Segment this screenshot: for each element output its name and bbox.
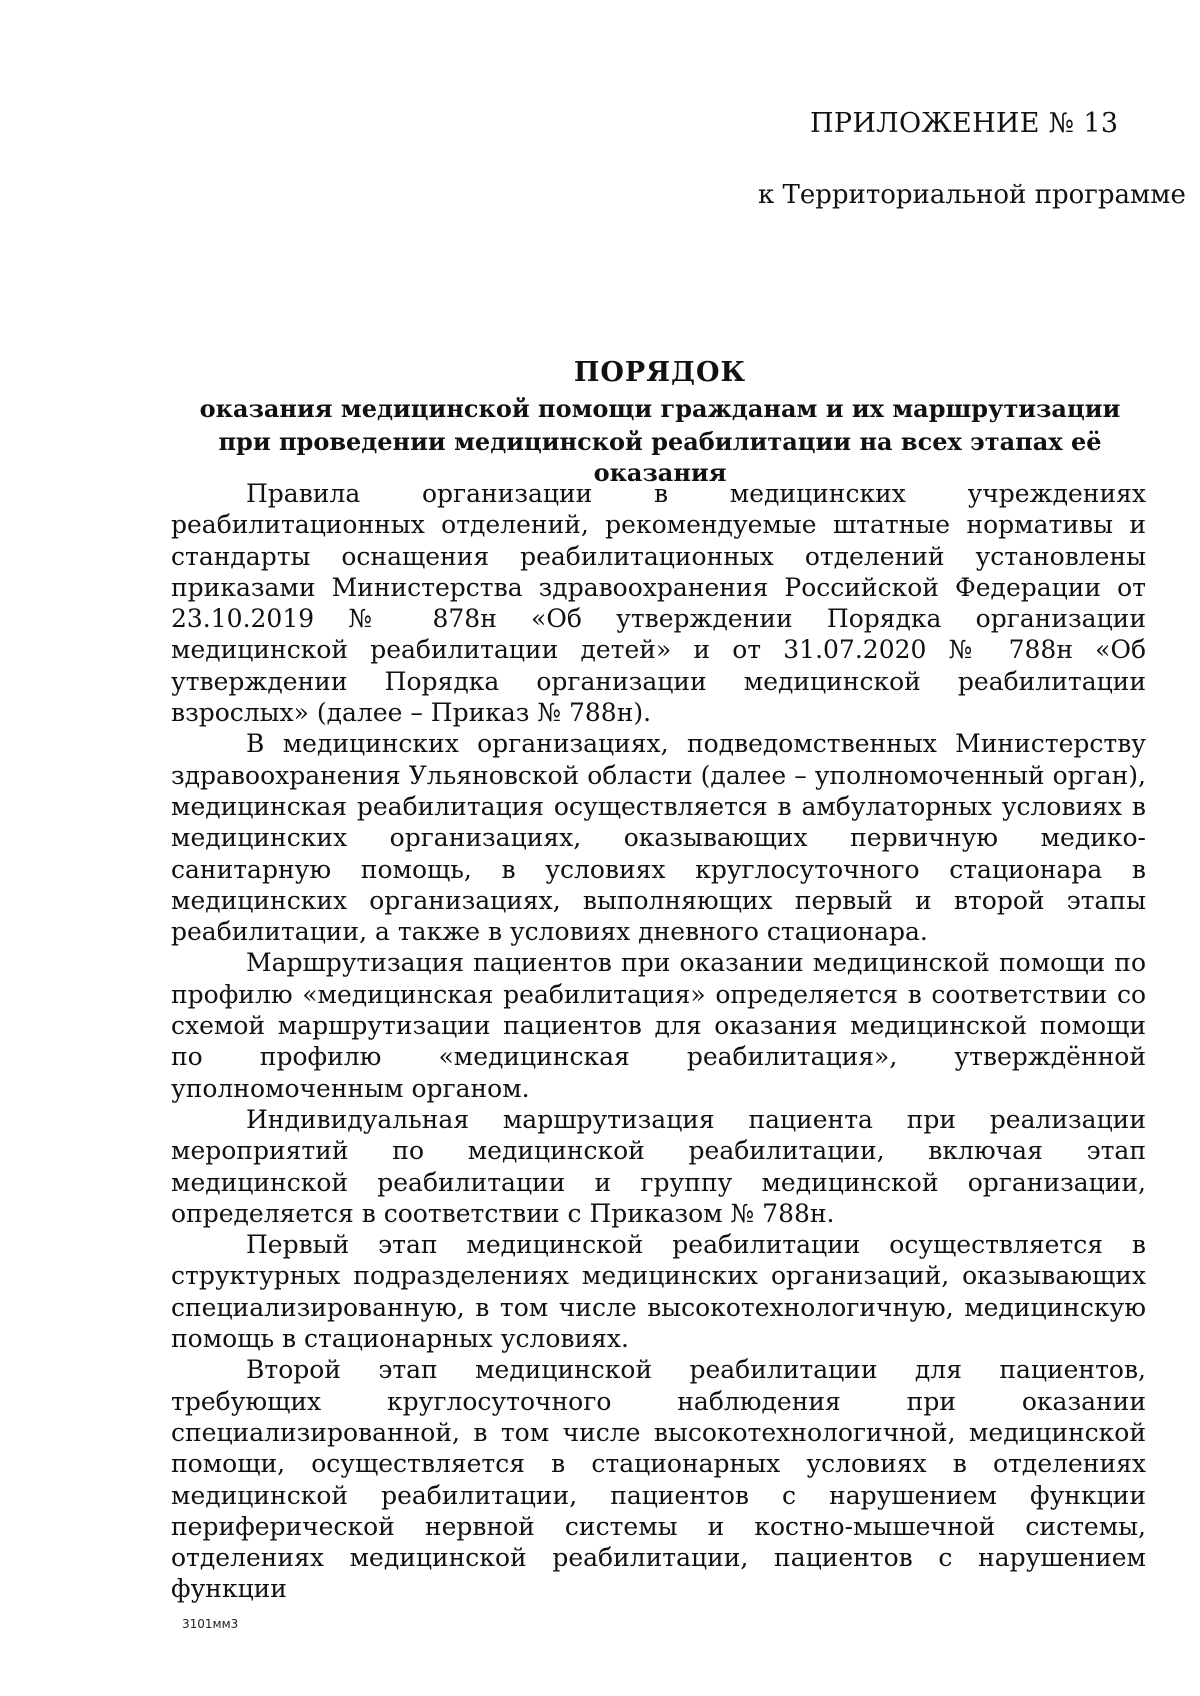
paragraph-organizations: В медицинских организациях, подведомственных Министерству здравоохранения Ульяновской области (далее – уполномоченный орган), медицинская реабилитация осуществляется в амбулаторных условиях в медицинских организациях, оказывающих первичную медико-санитарную помощь, в условиях круглосуточного стационара в медицинских организациях, выполняющих первый и второй этапы реабилитации, а также в условиях дневного стационара.	[171, 729, 1146, 947]
paragraph-rules: Правила организации в медицинских учреждениях реабилитационных отделений, рекомендуемые штатные нормативы и стандарты оснащения реабилитационных отделений установлены приказами Министерства здравоохранения Российской Федерации от 23.10.2019 № 878н «Об утверждении Порядка организации медицинской реабилитации детей» и от 31.07.2020 № 788н «Об утверждении Порядка организации медицинской реабилитации взрослых» (далее – Приказ № 788н).	[171, 479, 1146, 728]
footer-code: 3101мм3	[182, 1617, 239, 1631]
title-line-1: оказания медицинской помощи гражданам и их маршрутизации	[199, 394, 1121, 423]
document-body	[171, 478, 1146, 1605]
paragraph-first-stage: Первый этап медицинской реабилитации осуществляется в структурных подразделениях медицинских организаций, оказывающих специализированную, в том числе высокотехнологичную, медицинскую помощь в стационарных условиях.	[171, 1230, 1146, 1354]
title-main: ПОРЯДОК	[573, 357, 747, 388]
appendix-number: ПРИЛОЖЕНИЕ № 13	[810, 108, 1119, 139]
paragraph-second-stage: Второй этап медицинской реабилитации для пациентов, требующих круглосуточного наблюдения при оказании специализированной, в том числе высокотехнологичной, медицинской помощи, осуществляется в стационарных условиях в отделениях медицинской реабилитации, пациентов с нарушением функции периферической нервной системы и костно-мышечной системы, отделениях медицинской реабилитации, пациентов с нарушением функции	[171, 1355, 1146, 1604]
paragraph-individual-routing: Индивидуальная маршрутизация пациента при реализации мероприятий по медицинской реабилитации, включая этап медицинской реабилитации и группу медицинской организации, определяется в соответствии с Приказом № 788н.	[171, 1104, 1146, 1228]
document-title	[170, 355, 1150, 488]
paragraph-routing: Маршрутизация пациентов при оказании медицинской помощи по профилю «медицинская реабилитация» определяется в соответствии со схемой маршрутизации пациентов для оказания медицинской помощи по профилю «медицинская реабилитация», утверждённой уполномоченным органом.	[171, 948, 1146, 1103]
appendix-subtitle: к Территориальной программе	[758, 180, 1186, 210]
title-line-2: при проведении медицинской реабилитации на всех этапах её оказания	[218, 427, 1102, 487]
